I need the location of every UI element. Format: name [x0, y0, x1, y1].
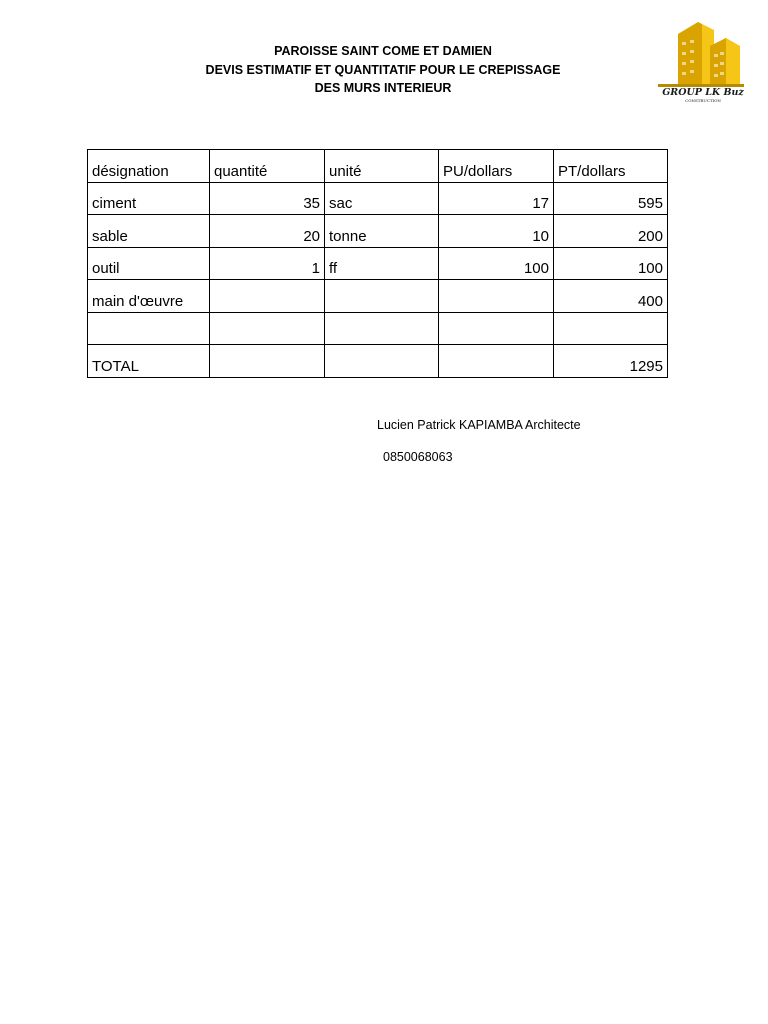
company-logo: [650, 16, 750, 106]
cell-pt: 200: [554, 215, 668, 248]
cell-quantite: 1: [210, 247, 325, 280]
cell-designation: main d'œuvre: [88, 280, 210, 313]
cell-designation: sable: [88, 215, 210, 248]
cell-pt: 595: [554, 182, 668, 215]
cell-pt: 100: [554, 247, 668, 280]
author-signature: Lucien Patrick KAPIAMBA Architecte: [377, 418, 581, 432]
cell-unite: ff: [325, 247, 439, 280]
header-pt: PT/dollars: [554, 150, 668, 183]
cell-designation: outil: [88, 247, 210, 280]
total-label: TOTAL: [88, 345, 210, 378]
cell-pu: 17: [439, 182, 554, 215]
header-quantite: quantité: [210, 150, 325, 183]
cell-quantite: [210, 312, 325, 345]
cell-quantite: [210, 345, 325, 378]
header-designation: désignation: [88, 150, 210, 183]
table-total-row: [88, 345, 668, 378]
cell-pt: [554, 312, 668, 345]
table-header-row: [88, 150, 668, 183]
header-unite: unité: [325, 150, 439, 183]
author-phone: 0850068063: [383, 450, 453, 464]
table-row: [88, 182, 668, 215]
header-pu: PU/dollars: [439, 150, 554, 183]
parish-title: PAROISSE SAINT COME ET DAMIEN: [274, 44, 492, 58]
table-row: [88, 215, 668, 248]
cell-pu: 10: [439, 215, 554, 248]
quote-title: DEVIS ESTIMATIF ET QUANTITATIF POUR LE CREPISSAGE: [205, 62, 561, 77]
total-value: 1295: [554, 345, 668, 378]
cell-pu: [439, 280, 554, 313]
quote-subtitle: DES MURS INTERIEUR: [314, 81, 452, 95]
quote-table: [87, 149, 668, 378]
cell-unite: tonne: [325, 215, 439, 248]
cell-unite: [325, 280, 439, 313]
table-row: [88, 280, 668, 313]
cell-unite: [325, 312, 439, 345]
logo-name: GROUP LK Buz: [662, 87, 744, 98]
cell-designation: [88, 312, 210, 345]
cell-pt: 400: [554, 280, 668, 313]
cell-pu: 100: [439, 247, 554, 280]
cell-quantite: 20: [210, 215, 325, 248]
table-row: [88, 312, 668, 345]
cell-designation: ciment: [88, 182, 210, 215]
document-header: [150, 42, 616, 98]
cell-pu: [439, 345, 554, 378]
cell-quantite: [210, 280, 325, 313]
cell-quantite: 35: [210, 182, 325, 215]
cell-unite: sac: [325, 182, 439, 215]
building-logo-icon: [650, 16, 750, 106]
cell-pu: [439, 312, 554, 345]
logo-tagline: CONSTRUCTION: [685, 98, 721, 103]
cell-unite: [325, 345, 439, 378]
table-row: [88, 247, 668, 280]
